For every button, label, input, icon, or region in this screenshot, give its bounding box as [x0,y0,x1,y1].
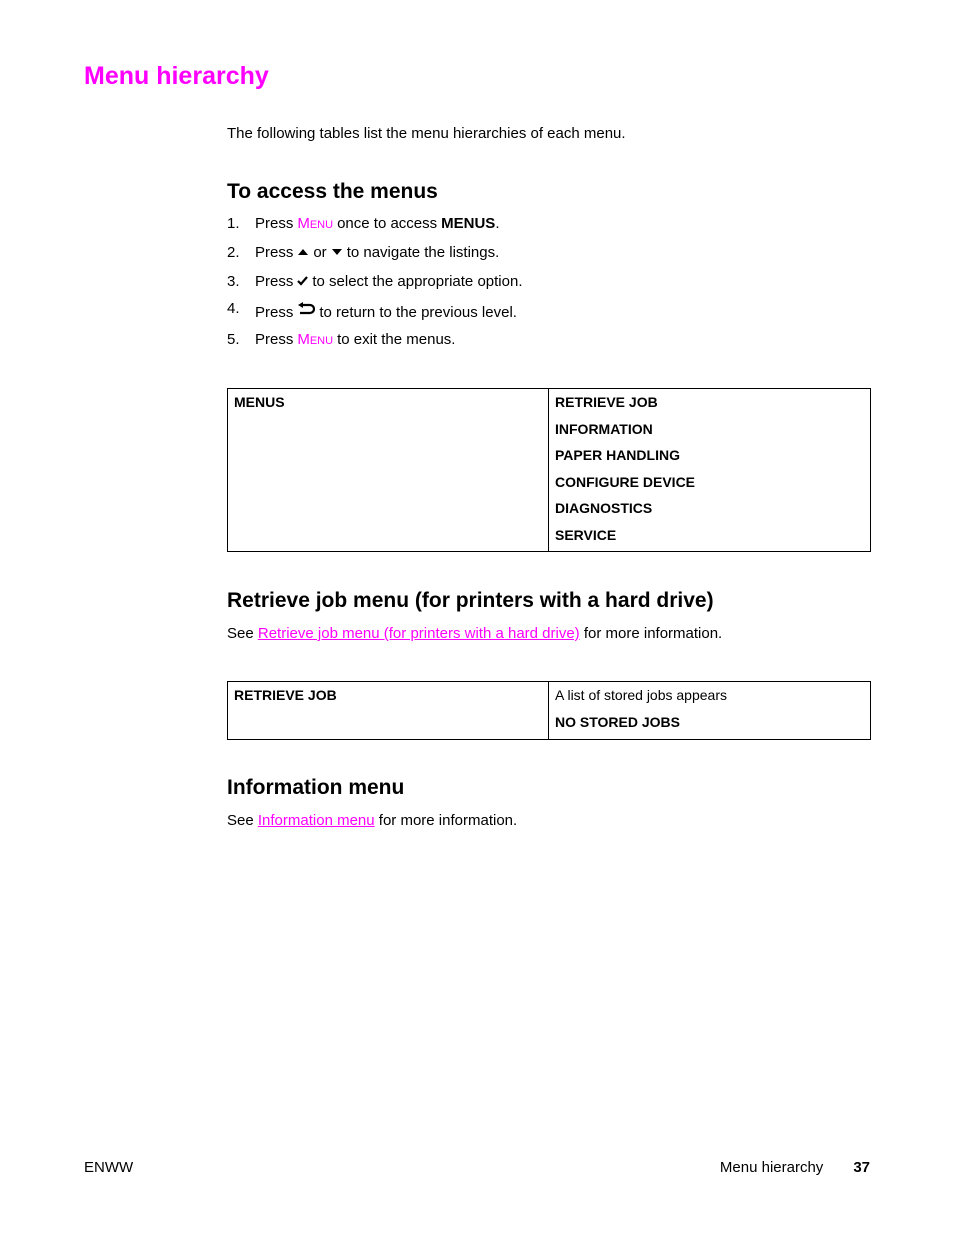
menus-table-left [228,389,549,552]
information-menu-link[interactable]: Information menu [257,812,375,829]
see-text: See [227,625,254,642]
step-text: Press [255,303,294,321]
step-text: Press [255,215,294,232]
retrieve-heading: Retrieve job menu (for printers with a hard drive) [227,589,714,612]
menus-table-right [549,389,871,552]
step-number: 2. [227,244,240,261]
page-number: 37 [853,1159,870,1176]
menu-item: RETRIEVE JOB [555,394,658,410]
menu-item: PAPER HANDLING [555,447,680,463]
step-text: once to access [337,215,438,232]
menu-item: CONFIGURE DEVICE [555,473,696,490]
menu-item: DIAGNOSTICS [555,500,653,516]
no-stored-jobs: NO STORED JOBS [555,713,680,730]
footer-section: Menu hierarchy [719,1159,824,1176]
step-number: 4. [227,300,240,317]
see-text: for more information. [378,812,518,829]
step-text: Press [255,244,294,261]
step-text: to select the appropriate option. [312,273,523,290]
stored-jobs-text: A list of stored jobs appears [555,687,727,703]
see-text: See [227,812,254,829]
information-see [227,812,517,829]
information-heading: Information menu [227,776,405,799]
see-text: for more information. [583,625,723,642]
menu-item: INFORMATION [555,420,653,437]
checkmark-icon [297,273,308,290]
menus-table [227,388,871,552]
access-heading: To access the menus [227,180,438,203]
retrieve-table-left [228,682,549,740]
menu-item: SERVICE [555,526,617,543]
footer-left: ENWW [84,1159,134,1176]
step-number: 5. [227,331,240,348]
retrieve-table-right [549,682,871,740]
menu-key: MENU [297,331,334,348]
menus-label: MENUS [441,215,496,232]
step-text: Press [255,331,294,348]
step-number: 1. [227,215,240,232]
retrieve-job-label: RETRIEVE JOB [234,687,337,703]
step-end: . [495,215,500,232]
footer-right [720,1159,870,1176]
intro-text: The following tables list the menu hierarchies of each menu. [227,125,626,142]
retrieve-see [227,625,722,642]
back-arrow-icon [297,302,315,322]
step-text: Press [255,273,294,290]
step-text: to exit the menus. [337,331,456,348]
step-number: 3. [227,273,240,290]
page-title: Menu hierarchy [84,62,269,90]
step-text: to return to the previous level. [319,303,517,321]
retrieve-job-link[interactable]: Retrieve job menu (for printers with a hard drive) [257,625,580,642]
menu-key: MENU [297,215,334,232]
step-text: or [313,244,327,261]
step-text: to navigate the listings. [346,244,500,261]
menus-label: MENUS [234,394,285,410]
up-arrow-icon [297,244,309,261]
retrieve-table [227,681,871,740]
down-arrow-icon [331,244,343,261]
